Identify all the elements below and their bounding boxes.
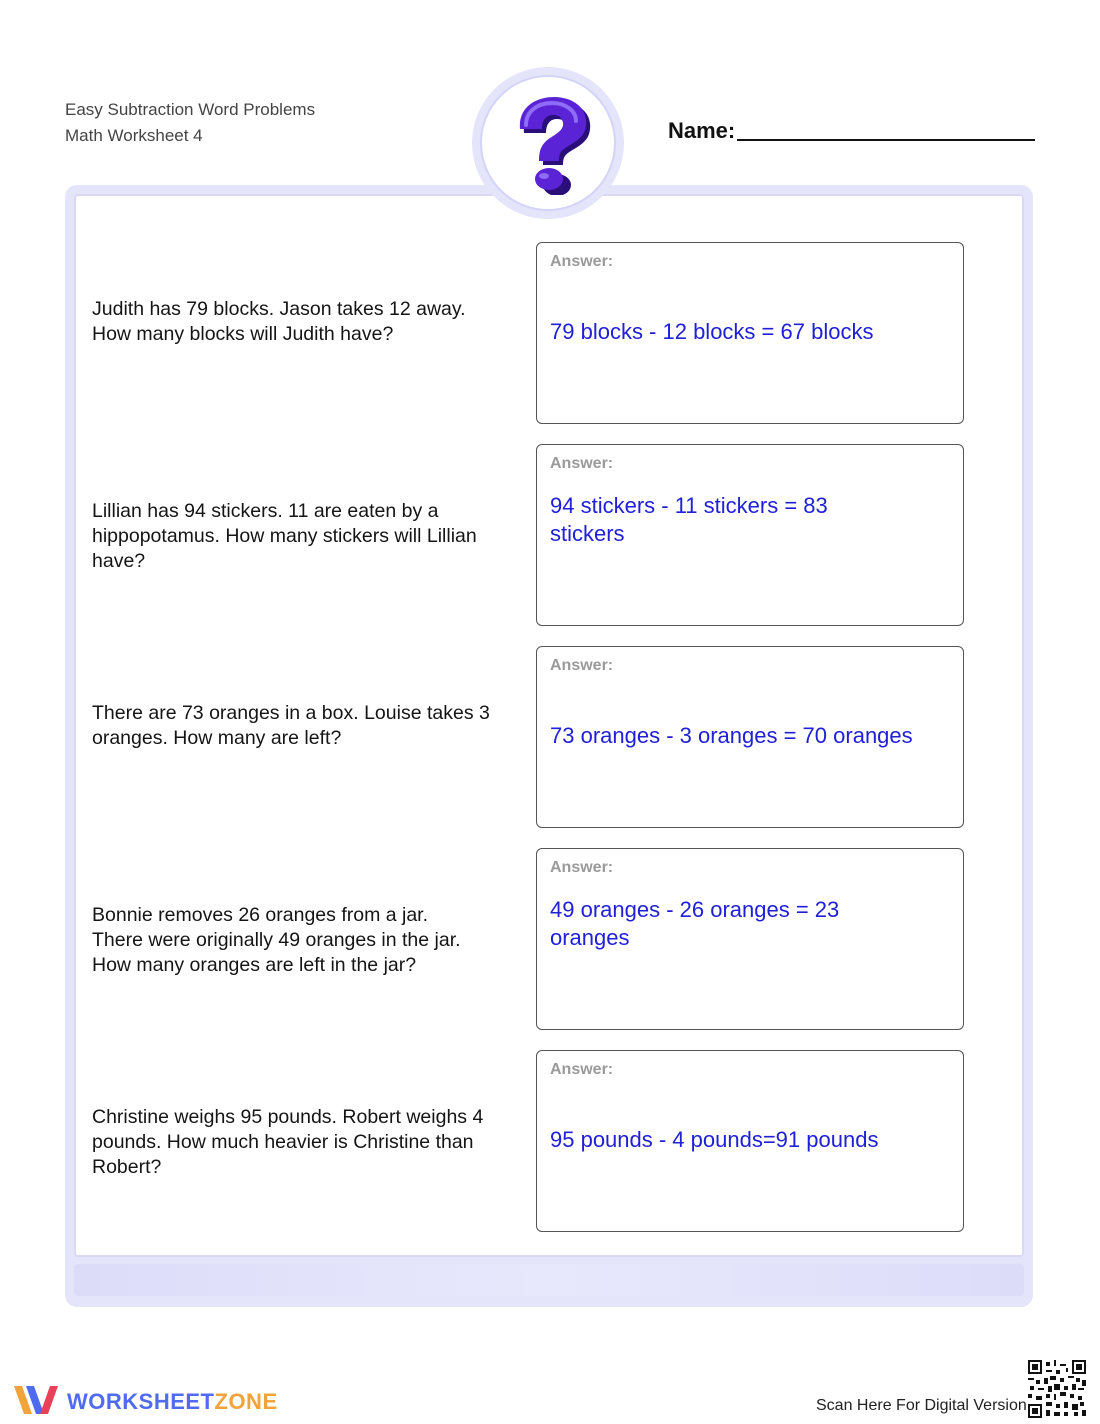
name-label: Name: — [668, 118, 736, 143]
answer-text: 79 blocks - 12 blocks = 67 blocks — [550, 319, 874, 344]
question-mark-icon — [506, 91, 592, 195]
answer-text: 94 stickers - 11 stickers = 83 stickers — [550, 493, 828, 546]
answer-text: 73 oranges - 3 oranges = 70 oranges — [550, 723, 913, 748]
name-field[interactable] — [737, 139, 1035, 141]
brand-part-1: WORKSHEET — [67, 1389, 215, 1414]
worksheet-title: Easy Subtraction Word Problems — [65, 100, 316, 119]
qr-code-icon[interactable] — [1028, 1360, 1086, 1418]
brand-part-2: ZONE — [214, 1389, 278, 1414]
emblem — [472, 67, 624, 219]
answer-label: Answer: — [550, 455, 614, 472]
problem-question: Christine weighs 95 pounds. Robert weighs 4 pounds. How much heavier is Christine than Robert? — [92, 1106, 484, 1178]
answer-box[interactable] — [536, 1050, 964, 1232]
worksheet-subtitle: Math Worksheet 4 — [65, 126, 203, 145]
answer-box[interactable] — [536, 242, 964, 424]
worksheetzone-logo-icon — [12, 1382, 62, 1418]
brand-name — [67, 1389, 278, 1415]
answer-text: 49 oranges - 26 oranges = 23 oranges — [550, 897, 840, 950]
answer-box[interactable] — [536, 444, 964, 626]
answer-box[interactable] — [536, 848, 964, 1030]
scan-caption: Scan Here For Digital Version — [816, 1397, 1027, 1414]
answer-box[interactable] — [536, 646, 964, 828]
problem-question: There are 73 oranges in a box. Louise takes 3 oranges. How many are left? — [92, 702, 490, 749]
answer-label: Answer: — [550, 859, 614, 876]
frame-footer-band — [74, 1264, 1024, 1296]
problem-question: Bonnie removes 26 oranges from a jar. There were originally 49 oranges in the jar. How many oranges are left in the jar? — [92, 904, 461, 976]
answer-label: Answer: — [550, 657, 614, 674]
answer-label: Answer: — [550, 253, 614, 270]
answer-label: Answer: — [550, 1061, 614, 1078]
problem-question: Lillian has 94 stickers. 11 are eaten by a hippopotamus. How many stickers will Lillian have? — [92, 500, 477, 572]
problem-question: Judith has 79 blocks. Jason takes 12 away. How many blocks will Judith have? — [92, 298, 466, 345]
answer-text: 95 pounds - 4 pounds=91 pounds — [550, 1127, 879, 1152]
